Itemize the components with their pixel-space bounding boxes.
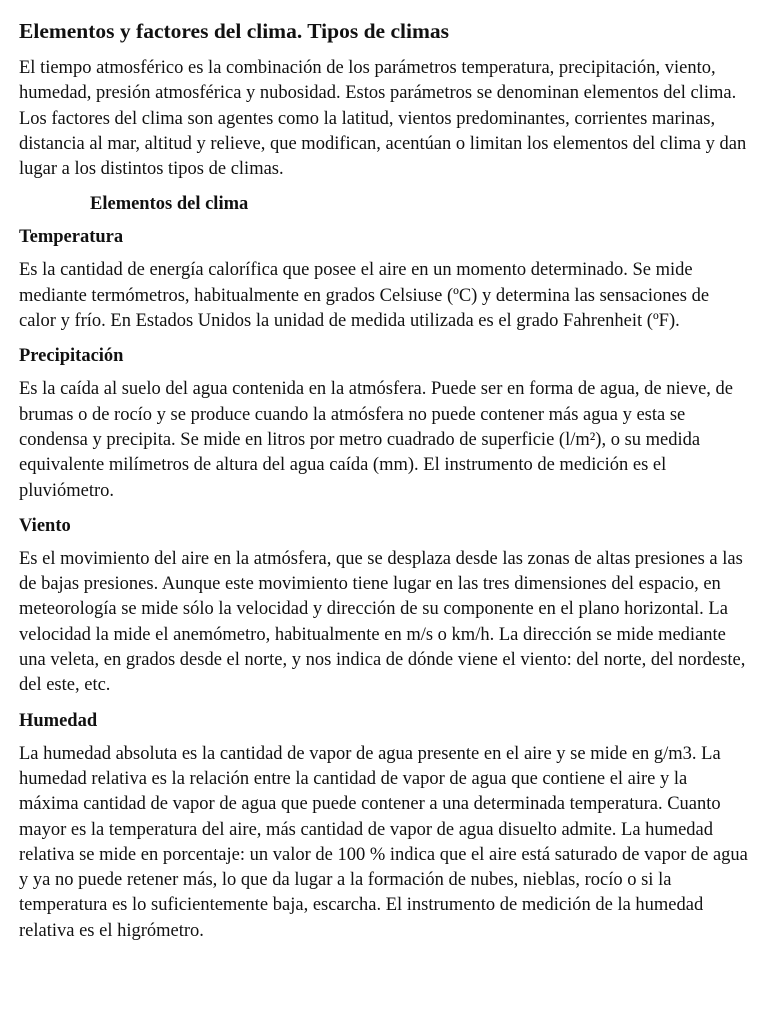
temperatura-paragraph: Es la cantidad de energía calorífica que posee el aire en un momento determinado. Se mide mediante termómetros, habitualmente en grados Celsiuse (ºC) y determina las sensaciones de calor y frío. En Estados Unidos la unidad de medida utilizada es el grado Fahrenheit (ºF). [19, 260, 710, 332]
precipitacion-paragraph: Es la caída al suelo del agua contenida en la atmósfera. Puede ser en forma de agua, de nieve, de brumas o de rocío y se produce cuando la atmósfera no puede contener más agua y esta se condensa y precipita. Se mide en litros por metro cuadrado de superficie (l/m²), o su medida equivalente milímetros de altura del agua caída (mm). El instrumento de medición es el pluviómetro. [19, 379, 733, 501]
humedad-paragraph: La humedad absoluta es la cantidad de vapor de agua presente en el aire y se mide en g/m3. La humedad relativa es la relación entre la cantidad de vapor de agua que contiene el aire y la máxima cantidad de vapor de agua que puede contener a una determinada temperatura. Cuanto mayor es la temperatura del aire, más cantidad de vapor de agua disuelto admite. La humedad relativa se mide en porcentaje: un valor de 100 % indica que el aire está saturado de vapor de agua y ya no puede retener más, lo que da lugar a la formación de nubes, nieblas, rocío o si la temperatura es lo suficientemente baja, escarcha. El instrumento de medición de la humedad relativa es el higrómetro. [19, 743, 748, 941]
temperatura-heading: Temperatura [19, 227, 124, 248]
intro-paragraph: El tiempo atmosférico es la combinación de los parámetros temperatura, precipitación, viento, humedad, presión atmosférica y nubosidad. Estos parámetros se denominan elementos del clima. Los factores del clima son agentes como la latitud, vientos predominantes, corrientes marinas, distancia al mar, altitud y relieve, que modifican, acentúan o limitan los elementos del clima y dan lugar a los distintos tipos de climas. [19, 58, 747, 180]
humedad-heading: Humedad [19, 710, 98, 731]
page-title: Elementos y factores del clima. Tipos de climas [19, 19, 449, 43]
viento-paragraph: Es el movimiento del aire en la atmósfera, que se desplaza desde las zonas de altas presiones a las de bajas presiones. Aunque este movimiento tiene lugar en las tres dimensiones del espacio, en meteorología se mide sólo la velocidad y dirección de su componente en el plano horizontal. La velocidad la mide el anemómetro, habitualmente en m/s o km/h. La dirección se mide mediante una veleta, en grados desde el norte, y nos indica de dónde viene el viento: del norte, del nordeste, del este, etc. [19, 548, 746, 696]
precipitacion-heading: Precipitación [19, 346, 124, 367]
section-heading: Elementos del clima [90, 194, 249, 215]
viento-heading: Viento [19, 515, 71, 536]
